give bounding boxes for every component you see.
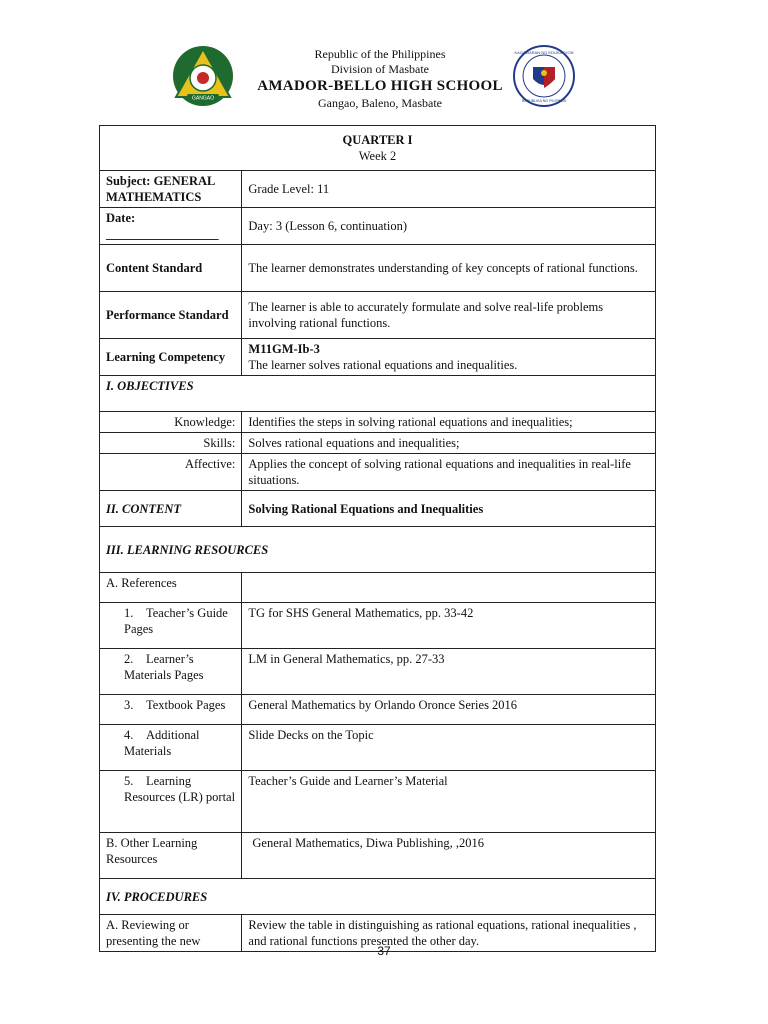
competency-text: The learner solves rational equations and inequalities. (248, 358, 518, 372)
other-resources-row (100, 833, 656, 879)
procedure-a-text: Review the table in distinguishing as rational equations, rational inequalities , and rational functions presented the other day. (242, 915, 656, 952)
right-logo-bottom-text: REPUBLIKA NG PILIPINAS (521, 99, 567, 103)
other-resources-value: General Mathematics, Diwa Publishing, ,2016 (242, 833, 656, 879)
other-resources-label: B. Other Learning Resources (100, 833, 242, 879)
performance-standard-label: Performance Standard (100, 292, 242, 339)
date-row (100, 208, 656, 245)
week-label: Week 2 (358, 149, 397, 163)
quarter-row (100, 126, 656, 171)
resource-item-value: Teacher’s Guide and Learner’s Material (242, 771, 656, 833)
content-text: Solving Rational Equations and Inequalities (242, 491, 656, 527)
school-name: AMADOR-BELLO HIGH SCHOOL (257, 78, 503, 94)
references-row (100, 573, 656, 603)
left-logo-text: GANGAO (192, 95, 214, 102)
resource-item-label: 1. Teacher’s Guide Pages (100, 603, 242, 649)
division-line: Division of Masbate (331, 62, 429, 76)
subject-row (100, 171, 656, 208)
republic-line: Republic of the Philippines (314, 47, 446, 61)
resource-item-label: 4. Additional Materials (100, 725, 242, 771)
knowledge-text: Identifies the steps in solving rational equations and inequalities; (242, 412, 656, 433)
resource-item-row (100, 695, 656, 725)
content-standard-label: Content Standard (100, 245, 242, 292)
skills-row (100, 433, 656, 454)
performance-standard-row (100, 292, 656, 339)
skills-text: Solves rational equations and inequalities; (242, 433, 656, 454)
competency-label: Learning Competency (100, 339, 242, 376)
date-label: Date: (106, 211, 136, 225)
performance-standard-text: The learner is able to accurately formulate and solve real-life problems involving rational functions. (242, 292, 656, 339)
resources-heading: III. LEARNING RESOURCES (100, 527, 656, 573)
competency-code: M11GM-Ib-3 (248, 342, 320, 356)
content-standard-text: The learner demonstrates understanding of key concepts of rational functions. (242, 245, 656, 292)
deped-seal-logo (513, 45, 575, 107)
date-blank: __________________ (106, 227, 219, 241)
document-header (0, 0, 768, 118)
objectives-heading-row (100, 376, 656, 412)
day-cell: Day: 3 (Lesson 6, continuation) (242, 208, 656, 245)
procedures-heading: IV. PROCEDURES (100, 879, 656, 915)
content-row (100, 491, 656, 527)
resource-item-value: General Mathematics by Orlando Oronce Series 2016 (242, 695, 656, 725)
grade-level-cell: Grade Level: 11 (242, 171, 656, 208)
affective-label: Affective: (100, 454, 242, 491)
affective-text: Applies the concept of solving rational equations and inequalities in real-life situations. (242, 454, 656, 491)
right-logo-text: KAGAWARAN NG EDUKASYON (514, 50, 574, 55)
objectives-heading: I. OBJECTIVES (100, 376, 656, 412)
content-heading: II. CONTENT (100, 491, 242, 527)
competency-row (100, 339, 656, 376)
skills-label: Skills: (100, 433, 242, 454)
school-address: Gangao, Baleno, Masbate (318, 96, 442, 110)
resource-item-value: Slide Decks on the Topic (242, 725, 656, 771)
quarter-title: QUARTER I (342, 133, 413, 147)
procedure-a-label: A. Reviewing or presenting the new (100, 915, 242, 952)
resource-item-row (100, 725, 656, 771)
content-standard-row (100, 245, 656, 292)
subject-cell: Subject: GENERAL MATHEMATICS (100, 171, 242, 208)
affective-row (100, 454, 656, 491)
knowledge-row (100, 412, 656, 433)
resource-item-label: 3. Textbook Pages (100, 695, 242, 725)
resource-item-row (100, 771, 656, 833)
resource-item-label: 5. Learning Resources (LR) portal (100, 771, 242, 833)
resource-item-value: LM in General Mathematics, pp. 27-33 (242, 649, 656, 695)
resource-item-row (100, 603, 656, 649)
procedures-heading-row (100, 879, 656, 915)
resource-item-label: 2. Learner’s Materials Pages (100, 649, 242, 695)
lesson-plan-table (99, 125, 656, 952)
resources-heading-row (100, 527, 656, 573)
resource-item-value: TG for SHS General Mathematics, pp. 33-42 (242, 603, 656, 649)
page-number: 37 (377, 944, 391, 958)
resource-item-row (100, 649, 656, 695)
knowledge-label: Knowledge: (100, 412, 242, 433)
references-label: A. References (100, 573, 242, 603)
